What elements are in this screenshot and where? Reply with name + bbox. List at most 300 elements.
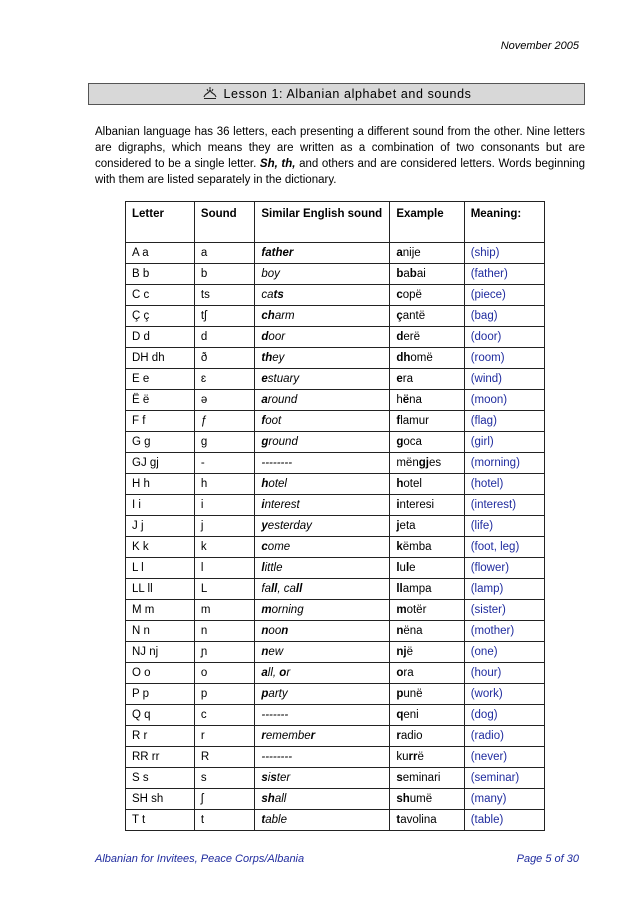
letter-cell: S s — [126, 768, 195, 789]
letter-cell: LL ll — [126, 579, 195, 600]
meaning-cell: (room) — [464, 348, 544, 369]
sound-cell: p — [194, 684, 254, 705]
meaning-cell: (table) — [464, 810, 544, 831]
english-sound-cell — [255, 621, 390, 642]
example-segment: k — [396, 541, 403, 553]
english-sound-cell — [255, 411, 390, 432]
letter-cell: O o — [126, 663, 195, 684]
example-cell — [390, 642, 464, 663]
letter-cell: J j — [126, 516, 195, 537]
english-sound-segment: ter — [276, 772, 291, 784]
example-segment: j — [396, 520, 400, 532]
example-segment: q — [396, 709, 404, 721]
english-sound-segment: r — [310, 730, 316, 742]
table-row — [126, 432, 545, 453]
letter-cell: Ë ë — [126, 390, 195, 411]
english-sound-segment: p — [261, 688, 269, 700]
example-segment: h — [396, 394, 403, 406]
english-sound-segment: orning — [271, 604, 304, 616]
lesson-title-bar — [88, 83, 585, 105]
decorative-flourish-icon — [202, 86, 218, 100]
english-sound-cell — [255, 642, 390, 663]
english-sound-segment: oor — [268, 331, 286, 343]
english-sound-segment: c — [261, 541, 268, 553]
table-row — [126, 474, 545, 495]
example-cell — [390, 726, 464, 747]
example-segment: a — [396, 247, 403, 259]
sound-cell: l — [194, 558, 254, 579]
english-sound-segment: ey — [272, 352, 285, 364]
example-segment: o — [396, 667, 404, 679]
meaning-cell: (father) — [464, 264, 544, 285]
letter-cell: M m — [126, 600, 195, 621]
example-cell — [390, 747, 464, 768]
lesson-title: Lesson 1: Albanian alphabet and sounds — [223, 87, 472, 101]
sound-cell: d — [194, 327, 254, 348]
table-row — [126, 705, 545, 726]
letter-cell: NJ nj — [126, 642, 195, 663]
english-sound-cell — [255, 495, 390, 516]
example-cell — [390, 516, 464, 537]
english-sound-segment: oot — [265, 415, 282, 427]
english-sound-cell — [255, 684, 390, 705]
sound-cell: R — [194, 747, 254, 768]
table-row — [126, 579, 545, 600]
example-cell — [390, 243, 464, 264]
table-row — [126, 621, 545, 642]
example-segment: ë — [417, 751, 424, 763]
example-cell — [390, 579, 464, 600]
example-segment: antë — [402, 310, 426, 322]
example-cell — [390, 411, 464, 432]
example-cell — [390, 600, 464, 621]
letter-cell: F f — [126, 411, 195, 432]
intro-text-1: Albanian language has 36 letters, each presenting a different sound from the other. Nine letters are digraphs, which means they are written as a combination of two consonants but are considered to be a single letter. — [95, 126, 585, 170]
table-row — [126, 810, 545, 831]
letter-cell: Q q — [126, 705, 195, 726]
english-sound-cell — [255, 369, 390, 390]
meaning-cell: (interest) — [464, 495, 544, 516]
example-segment: m — [396, 604, 407, 616]
sound-cell: - — [194, 453, 254, 474]
english-sound-cell — [255, 600, 390, 621]
example-segment: umë — [409, 793, 433, 805]
english-sound-segment: r — [261, 730, 266, 742]
english-sound-segment: ca — [261, 289, 274, 301]
english-sound-segment: boy — [261, 268, 280, 280]
letter-cell: E e — [126, 369, 195, 390]
english-sound-segment: ew — [268, 646, 284, 658]
table-row — [126, 327, 545, 348]
example-segment: otel — [403, 478, 422, 490]
sound-cell: m — [194, 600, 254, 621]
example-segment: ai — [416, 268, 426, 280]
sound-cell: o — [194, 663, 254, 684]
example-segment: omë — [410, 352, 433, 364]
english-sound-segment: o — [279, 667, 287, 679]
table-row — [126, 684, 545, 705]
example-segment: nj — [396, 646, 407, 658]
english-sound-segment: ll — [295, 583, 303, 595]
meaning-cell: (ship) — [464, 243, 544, 264]
table-header-row — [126, 202, 545, 243]
sound-cell: ð — [194, 348, 254, 369]
meaning-cell: (bag) — [464, 306, 544, 327]
example-segment: eni — [403, 709, 419, 721]
meaning-cell: (flower) — [464, 558, 544, 579]
table-row — [126, 516, 545, 537]
english-sound-segment: arm — [274, 310, 295, 322]
footer-course-title: Albanian for Invitees, Peace Corps/Albania — [95, 853, 305, 865]
example-cell — [390, 810, 464, 831]
meaning-cell: (many) — [464, 789, 544, 810]
sound-cell: ɛ — [194, 369, 254, 390]
example-segment: ntere — [399, 499, 426, 511]
example-segment: ç — [396, 310, 403, 322]
english-sound-segment: y — [261, 520, 268, 532]
example-segment: avolina — [400, 814, 437, 826]
meaning-cell: (lamp) — [464, 579, 544, 600]
document-date: November 2005 — [500, 40, 579, 52]
meaning-cell: (never) — [464, 747, 544, 768]
example-segment: eta — [399, 520, 416, 532]
letter-cell: P p — [126, 684, 195, 705]
english-sound-segment: h — [261, 478, 269, 490]
english-sound-segment: oo — [268, 625, 282, 637]
english-sound-segment: m — [261, 604, 272, 616]
example-cell — [390, 558, 464, 579]
english-sound-cell — [255, 453, 390, 474]
english-sound-segment: emembe — [265, 730, 311, 742]
letter-cell: G g — [126, 432, 195, 453]
letter-cell: I i — [126, 495, 195, 516]
meaning-cell: (morning) — [464, 453, 544, 474]
header-letter: Letter — [126, 202, 195, 243]
table-row — [126, 348, 545, 369]
english-sound-cell — [255, 810, 390, 831]
example-segment: a — [403, 268, 410, 280]
table-row — [126, 285, 545, 306]
example-cell — [390, 369, 464, 390]
sound-cell: ə — [194, 390, 254, 411]
letter-cell: L l — [126, 558, 195, 579]
example-segment: ë — [402, 394, 410, 406]
example-cell — [390, 768, 464, 789]
english-sound-cell — [255, 516, 390, 537]
example-segment: ë — [406, 646, 413, 658]
meaning-cell: (dog) — [464, 705, 544, 726]
intro-paragraph — [95, 124, 585, 188]
english-sound-segment: -------- — [261, 751, 293, 763]
table-row — [126, 726, 545, 747]
example-segment: s — [396, 772, 403, 784]
english-sound-segment: l — [261, 562, 265, 574]
example-cell — [390, 348, 464, 369]
sound-cell: ʃ — [194, 789, 254, 810]
example-segment: b — [409, 268, 417, 280]
meaning-cell: (flag) — [464, 411, 544, 432]
meaning-cell: (piece) — [464, 285, 544, 306]
letter-cell: H h — [126, 474, 195, 495]
letter-cell: D d — [126, 327, 195, 348]
example-segment: na — [409, 394, 422, 406]
sound-cell: c — [194, 705, 254, 726]
meaning-cell: (work) — [464, 684, 544, 705]
english-sound-segment: nterest — [264, 499, 300, 511]
letter-cell: GJ gj — [126, 453, 195, 474]
example-cell — [390, 306, 464, 327]
example-segment: c — [396, 289, 403, 301]
sound-cell: ɲ — [194, 642, 254, 663]
english-sound-segment: ome — [267, 541, 291, 553]
example-segment: ra — [403, 667, 414, 679]
example-segment: l — [396, 562, 400, 574]
example-cell — [390, 453, 464, 474]
english-sound-segment: ittle — [264, 562, 283, 574]
example-segment: g — [396, 436, 404, 448]
english-sound-cell — [255, 474, 390, 495]
table-row — [126, 264, 545, 285]
english-sound-segment: a — [261, 667, 268, 679]
example-cell — [390, 663, 464, 684]
example-cell — [390, 264, 464, 285]
header-example: Example — [390, 202, 464, 243]
example-cell — [390, 495, 464, 516]
english-sound-cell — [255, 663, 390, 684]
letter-cell: Ç ç — [126, 306, 195, 327]
english-sound-segment: ------- — [261, 709, 289, 721]
intro-text-2: and others and are considered letters. Words beginning with them are listed separately in the dictionary. — [95, 158, 586, 186]
example-segment: si — [425, 499, 435, 511]
meaning-cell: (life) — [464, 516, 544, 537]
example-segment: oca — [403, 436, 422, 448]
example-segment: e — [409, 562, 416, 574]
table-row — [126, 747, 545, 768]
sound-cell: ƒ — [194, 411, 254, 432]
sound-cell: L — [194, 579, 254, 600]
example-segment: gj — [418, 457, 429, 469]
english-sound-segment: n — [281, 625, 289, 637]
example-segment: rr — [408, 751, 418, 763]
example-segment: h — [396, 478, 404, 490]
english-sound-cell — [255, 705, 390, 726]
meaning-cell: (sister) — [464, 600, 544, 621]
letter-cell: R r — [126, 726, 195, 747]
table-body — [126, 243, 545, 831]
sound-cell: j — [194, 516, 254, 537]
english-sound-cell — [255, 747, 390, 768]
sound-cell: i — [194, 495, 254, 516]
example-segment: d — [396, 331, 404, 343]
meaning-cell: (foot, leg) — [464, 537, 544, 558]
example-segment: mën — [396, 457, 419, 469]
table-row — [126, 789, 545, 810]
table-row — [126, 495, 545, 516]
english-sound-segment: ts — [273, 289, 284, 301]
english-sound-cell — [255, 579, 390, 600]
sound-cell: g — [194, 432, 254, 453]
table-row — [126, 306, 545, 327]
english-sound-segment: s — [261, 772, 268, 784]
table-row — [126, 243, 545, 264]
english-sound-segment: otel — [268, 478, 287, 490]
english-sound-segment: a — [261, 394, 268, 406]
example-segment: n — [396, 625, 404, 637]
example-segment: i — [396, 499, 400, 511]
alphabet-table — [125, 201, 545, 831]
sound-cell: s — [194, 768, 254, 789]
table-row — [126, 663, 545, 684]
english-sound-segment: e — [261, 373, 268, 385]
sound-cell: ts — [194, 285, 254, 306]
english-sound-segment: ll — [270, 583, 278, 595]
example-segment: t — [396, 814, 401, 826]
meaning-cell: (seminar) — [464, 768, 544, 789]
letter-cell: RR rr — [126, 747, 195, 768]
english-sound-cell — [255, 327, 390, 348]
english-sound-segment: stuary — [267, 373, 300, 385]
example-cell — [390, 684, 464, 705]
example-cell — [390, 474, 464, 495]
meaning-cell: (wind) — [464, 369, 544, 390]
english-sound-segment: sh — [261, 793, 275, 805]
sound-cell: r — [194, 726, 254, 747]
example-cell — [390, 432, 464, 453]
example-segment: ra — [402, 373, 413, 385]
english-sound-segment: n — [261, 646, 269, 658]
sound-cell: t — [194, 810, 254, 831]
english-sound-segment: able — [265, 814, 287, 826]
meaning-cell: (hour) — [464, 663, 544, 684]
example-cell — [390, 327, 464, 348]
example-segment: r — [396, 730, 401, 742]
intro-bold-term: Sh, th, — [259, 158, 296, 170]
english-sound-segment: father — [261, 247, 294, 259]
letter-cell: C c — [126, 285, 195, 306]
header-english-sound: Similar English sound — [255, 202, 390, 243]
example-segment: ampa — [402, 583, 432, 595]
example-segment: sh — [396, 793, 410, 805]
english-sound-cell — [255, 558, 390, 579]
table-row — [126, 768, 545, 789]
english-sound-cell — [255, 243, 390, 264]
example-segment: ëna — [403, 625, 423, 637]
meaning-cell: (radio) — [464, 726, 544, 747]
footer-page-number: Page 5 of 30 — [516, 853, 579, 865]
example-segment: ëmba — [402, 541, 432, 553]
example-cell — [390, 537, 464, 558]
english-sound-segment: s — [270, 772, 277, 784]
english-sound-segment: t — [261, 814, 266, 826]
example-segment: l — [405, 562, 410, 574]
letter-cell: T t — [126, 810, 195, 831]
english-sound-cell — [255, 726, 390, 747]
example-segment: erë — [403, 331, 420, 343]
meaning-cell: (moon) — [464, 390, 544, 411]
letter-cell: K k — [126, 537, 195, 558]
english-sound-cell — [255, 348, 390, 369]
example-segment: u — [399, 562, 406, 574]
table-row — [126, 369, 545, 390]
letter-cell: DH dh — [126, 348, 195, 369]
table-row — [126, 537, 545, 558]
letter-cell: N n — [126, 621, 195, 642]
meaning-cell: (girl) — [464, 432, 544, 453]
sound-cell: k — [194, 537, 254, 558]
example-segment: eminari — [402, 772, 441, 784]
example-segment: es — [428, 457, 442, 469]
meaning-cell: (mother) — [464, 621, 544, 642]
english-sound-cell — [255, 390, 390, 411]
english-sound-segment: fa — [261, 583, 271, 595]
example-segment: e — [396, 373, 403, 385]
english-sound-segment: d — [261, 331, 269, 343]
english-sound-segment: all — [274, 793, 287, 805]
table-row — [126, 390, 545, 411]
english-sound-cell — [255, 264, 390, 285]
example-cell — [390, 705, 464, 726]
meaning-cell: (one) — [464, 642, 544, 663]
english-sound-cell — [255, 537, 390, 558]
example-segment: ll — [396, 583, 403, 595]
table-row — [126, 600, 545, 621]
letter-cell: A a — [126, 243, 195, 264]
example-segment: opë — [402, 289, 422, 301]
english-sound-segment: i — [261, 499, 265, 511]
english-sound-segment: round — [268, 436, 298, 448]
example-segment: dh — [396, 352, 411, 364]
english-sound-segment: n — [261, 625, 269, 637]
sound-cell: a — [194, 243, 254, 264]
example-segment: f — [396, 415, 401, 427]
english-sound-segment: th — [261, 352, 273, 364]
english-sound-segment: g — [261, 436, 269, 448]
english-sound-cell — [255, 285, 390, 306]
example-segment: adio — [400, 730, 423, 742]
english-sound-segment: i — [267, 772, 271, 784]
header-sound: Sound — [194, 202, 254, 243]
example-cell — [390, 285, 464, 306]
example-segment: ku — [396, 751, 409, 763]
meaning-cell: (hotel) — [464, 474, 544, 495]
sound-cell: tʃ — [194, 306, 254, 327]
example-segment: otër — [406, 604, 427, 616]
english-sound-segment: esterday — [267, 520, 312, 532]
english-sound-segment: r — [286, 667, 291, 679]
english-sound-cell — [255, 306, 390, 327]
example-cell — [390, 390, 464, 411]
sound-cell: b — [194, 264, 254, 285]
example-segment: lamur — [400, 415, 429, 427]
english-sound-segment: arty — [268, 688, 288, 700]
example-segment: nije — [402, 247, 421, 259]
header-meaning: Meaning: — [464, 202, 544, 243]
english-sound-cell — [255, 432, 390, 453]
letter-cell: SH sh — [126, 789, 195, 810]
english-sound-segment: f — [261, 415, 266, 427]
example-cell — [390, 621, 464, 642]
table-row — [126, 453, 545, 474]
english-sound-cell — [255, 789, 390, 810]
sound-cell: h — [194, 474, 254, 495]
english-sound-segment: , ca — [277, 583, 296, 595]
meaning-cell: (door) — [464, 327, 544, 348]
example-segment: unë — [403, 688, 423, 700]
example-segment: p — [396, 688, 404, 700]
table-row — [126, 411, 545, 432]
english-sound-segment: ch — [261, 310, 275, 322]
sound-cell: n — [194, 621, 254, 642]
